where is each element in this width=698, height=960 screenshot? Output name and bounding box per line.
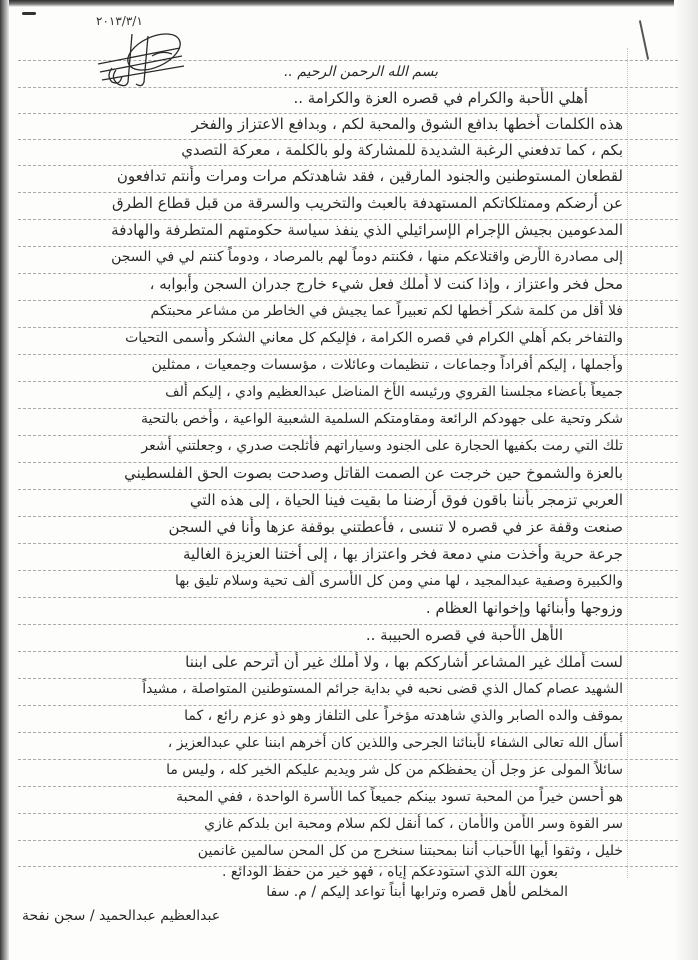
signature-name: عبدالعظيم عبدالحميد / سجن نفحة <box>22 908 221 924</box>
paragraph-line: عن أرضكم وممتلكاتكم المستهدفة بالعبث والتخريب والسرقة من قبل قطاع الطرق <box>111 194 623 212</box>
paragraph-line: تلك التي رمت بكفيها الحجارة على الجنود وسياراتهم فأثلجت صدري ، وجعلتني أشعر <box>141 438 623 454</box>
paragraph-line: بالعزة والشموخ حين خرجت عن الصمت القاتل وصدحت بصوت الحق الفلسطيني <box>124 464 623 482</box>
paragraph-line: سر القوة وسر الأمن والأمان ، كما أنقل لكم سلام ومحبة ابن بلدكم غازي <box>204 816 623 832</box>
paragraph-line: وأجملها ، إليكم أفراداً وجماعات ، تنظيمات وعائلات ، مؤسسات وجمعيات ، ممثلين <box>151 357 623 373</box>
paragraph-line: والتفاخر بكم أهلي الكرام في قصره الكرامة ، فإليكم كل معاني الشكر وأسمى التحيات <box>125 330 623 346</box>
paragraph-line: شكر وتحية على جهودكم الرائعة ومقاومتكم السلمية الشعبية الواعية ، وأخص بالتحية <box>140 411 623 427</box>
paragraph-line: صنعت وقفة عز في قصره لا تنسى ، فأعطتني بوقفة عزها وأنا في السجن <box>168 518 623 536</box>
scan-binding-shadow <box>0 0 9 960</box>
paragraph-line: إلى مصادرة الأرض واقتلاعكم منها ، فكنتم دوماً لهم بالمرصاد ، ودوماً كنتم لي في السجن <box>111 249 623 265</box>
signature-scribble-icon <box>92 12 192 90</box>
paragraph-line: الشهيد عصام كمال الذي قضى نحبه في بداية جرائم المستوطنين المتواصلة ، مشيداً <box>142 681 623 697</box>
page-right-edge <box>674 0 698 960</box>
paragraph-line: سائلاً المولى عز وجل أن يحفظكم من كل شر ويديم عليكم الخير كله ، وليس ما <box>166 762 623 778</box>
margin-line <box>627 48 628 878</box>
paragraph-line: هو أحسن خيراً من المحبة تسود بينكم جميعاً كما الأسرة الواحدة ، ففي المحبة <box>176 789 623 805</box>
paragraph-line: محل فخر واعتزاز ، وإذا كنت لا أملك فعل شيء خارج جدران السجن وأبوابه ، <box>149 275 623 293</box>
paragraph-line: بعون الله الذي استودعكم إياه ، فهو خير من حفظ الودائع . <box>222 864 558 880</box>
basmala: بسم الله الرحمن الرحيم .. <box>283 64 438 80</box>
paragraph-line: والكبيرة وصفية عبدالمجيد ، لها مني ومن كل الأسرى ألف تحية وسلام تليق بها <box>174 573 623 589</box>
punch-mark <box>22 12 36 15</box>
paragraph-line: المدعومين بجيش الإجرام الإسرائيلي الذي ينفذ سياسة حكومتهم المتطرفة والهادفة <box>111 221 623 239</box>
closing-line: المخلص لأهل قصره وترابها أبناً تواعد إليكم / م. سفا <box>266 884 568 900</box>
paragraph-line: فلا أقل من كلمة شكر أخطها لكم تعبيراً عما يجيش في الخاطر من مشاعر محبتكم <box>150 303 623 319</box>
paragraph-line: لست أملك غير المشاعر أشارككم بها ، ولا أملك غير أن أترحم على ابننا <box>185 653 623 671</box>
paragraph-line: بكم ، كما تدفعني الرغبة الشديدة للمشاركة ولو بالكلمة ، معركة التصدي <box>181 141 623 159</box>
paragraph-line: بموقف والده الصابر والذي شاهدته مؤخراً على التلفاز وهو ذو عزم رائع ، كما <box>184 708 623 724</box>
paragraph-line: أسأل الله تعالى الشفاء لأبنائنا الجرحى واللذين كان أخرهم ابننا علي عبدالعزيز ، <box>167 735 623 751</box>
paragraph-line: وزوجها وأبنائها وإخوانها العظام . <box>425 599 623 617</box>
paragraph-line: العربي تزمجر بأننا باقون فوق أرضنا ما بقيت فينا الحياة ، إلى هذه التي <box>189 491 623 509</box>
paragraph-line: جرعة حرية وأخذت مني دمعة فخر واعتزاز بها ، إلى أختنا العزيزة الغالية <box>182 545 623 563</box>
letter-date: ٢٠١٣/٣/١ <box>96 14 143 28</box>
corner-pen-stroke <box>639 20 649 60</box>
scan-top-shadow <box>0 0 698 7</box>
paragraph-line: لقطعان المستوطنين والجنود المارقين ، فقد شاهدتكم مرات ومرات وأنتم تدافعون <box>116 167 623 185</box>
paragraph-line: هذه الكلمات أخطها بدافع الشوق والمحبة لكم ، وبدافع الاعتزاز والفخر <box>191 115 623 133</box>
ruled-line <box>18 624 678 625</box>
greeting: أهلي الأحبة والكرام في قصره العزة والكرامة .. <box>293 89 588 107</box>
paragraph-line: خليل ، وثقوا أيها الأحباب أننا بمحبتنا سنخرج من كل المحن سالمين غانمين <box>197 843 623 859</box>
paragraph-line: جميعاً بأعضاء مجلسنا القروي ورئيسه الأخ المناضل عبدالعظيم وادي ، إليكم ألف <box>165 384 623 400</box>
second-salutation: الأهل الأحبة في قصره الحبيبة .. <box>365 626 563 644</box>
